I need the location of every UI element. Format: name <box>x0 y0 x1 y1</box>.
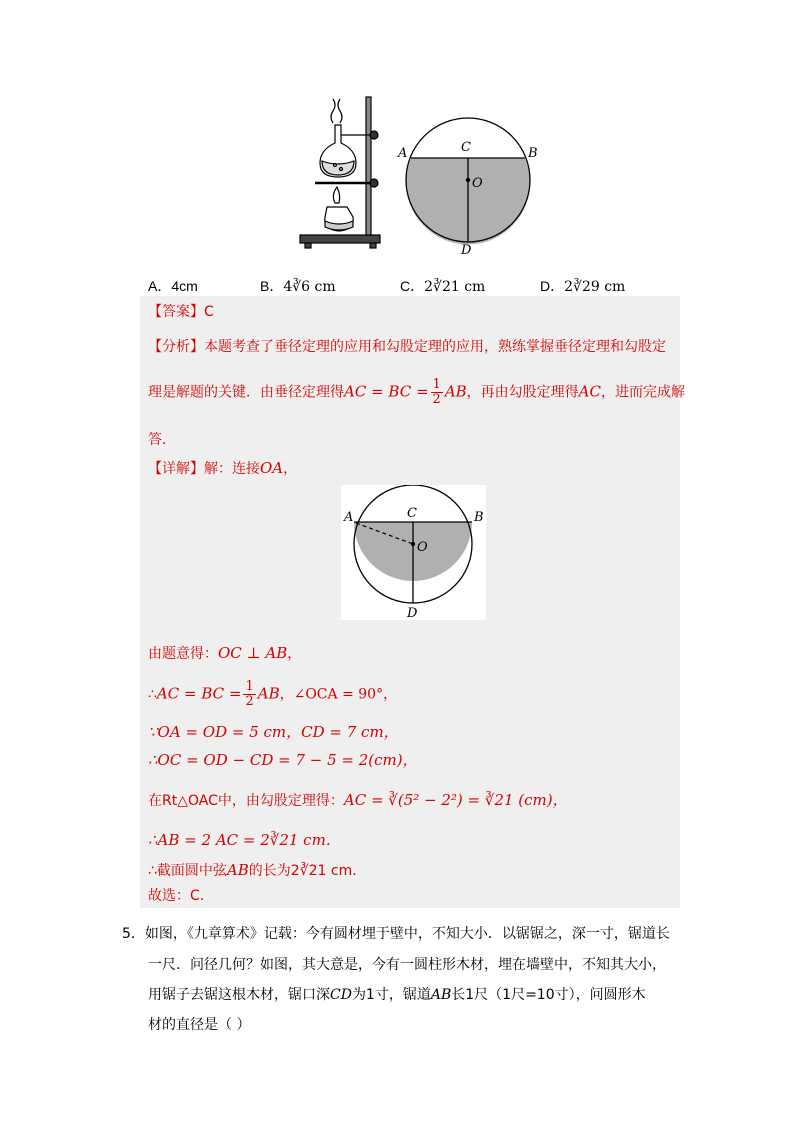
label-d: D <box>407 606 418 620</box>
analysis-line-1: 【分析】本题考查了垂径定理的应用和勾股定理的应用，熟练掌握垂径定理和勾股定 <box>148 339 666 355</box>
fraction-half <box>243 680 255 709</box>
analysis-line-3: 答． <box>148 432 176 448</box>
step-math: AC = ∛(5² − 2²) = ∛21 (cm)， <box>343 791 568 809</box>
analysis-text: ，进而完成解 <box>600 384 685 401</box>
fraction-numerator: 1 <box>432 377 441 392</box>
step-math: OC ⊥ AB <box>218 644 288 662</box>
analysis-line-2 <box>148 378 685 407</box>
fraction-numerator: 1 <box>245 679 254 694</box>
analysis-ab: AB <box>444 382 467 401</box>
detail-step-3 <box>148 722 399 743</box>
q5-text: 长1尺（1尺=10寸），问圆形木 <box>451 987 646 1003</box>
label-o: O <box>472 176 483 191</box>
q5-cd: CD <box>330 987 352 1003</box>
step-end: ， <box>287 646 302 662</box>
analysis-math: AC = BC = <box>344 382 429 401</box>
detail-suffix: ， <box>283 461 298 477</box>
option-d[interactable] <box>540 276 625 296</box>
detail-step-5 <box>148 790 568 811</box>
question5-line-4: 材的直径是（ ） <box>148 1017 251 1033</box>
label-o: O <box>417 540 428 555</box>
step-text: 在Rt△OAC中，由勾股定理得： <box>148 793 344 809</box>
step-math: ∴OC = OD − CD = 7 − 5 = 2(cm)， <box>148 751 418 769</box>
analysis-ac: AC <box>578 382 601 401</box>
option-value: 2∛21 cm <box>424 279 486 295</box>
question5-line-1: 5．如图，《九章算术》记载：今有圆材埋于壁中，不知大小．以锯锯之，深一寸，锯道长 <box>122 926 670 942</box>
step-text: ∴截面圆中弦 <box>148 863 227 879</box>
fraction-denominator: 2 <box>432 392 441 407</box>
step-text: 由题意得： <box>148 646 218 662</box>
option-a[interactable] <box>148 276 198 296</box>
label-d: D <box>461 243 472 255</box>
fraction-denominator: 2 <box>245 694 254 709</box>
answer-line: 【答案】C <box>148 304 214 320</box>
top-figure <box>295 95 540 255</box>
q5-text: 为1寸，锯道 <box>351 987 431 1003</box>
middle-figure <box>341 485 486 620</box>
detail-step-7 <box>148 860 366 881</box>
step-ab: AB <box>257 684 280 703</box>
option-letter: B． <box>260 278 284 294</box>
detail-prefix: 【详解】解：连接 <box>148 461 260 477</box>
fraction-half <box>431 378 443 407</box>
option-b[interactable] <box>260 276 336 296</box>
detail-step-6 <box>148 830 341 851</box>
detail-oa: OA <box>260 459 284 477</box>
lab-apparatus-illustration <box>300 97 380 248</box>
q5-text: 用锯子去锯这根木材，锯口深 <box>148 987 330 1003</box>
detail-step-4 <box>148 750 418 771</box>
label-c: C <box>461 140 471 155</box>
option-letter: C． <box>400 278 425 294</box>
option-value: 2∛29 cm <box>564 279 626 295</box>
circle-diagram <box>397 118 538 255</box>
option-letter: A． <box>148 278 172 294</box>
option-letter: D． <box>540 278 565 294</box>
step-ab: AB <box>226 861 249 879</box>
step-math: ∴AB = 2 AC = 2∛21 cm． <box>148 831 341 849</box>
detail-step-8: 故选：C． <box>148 888 214 904</box>
step-math: ∵OA = OD = 5 cm，CD = 7 cm， <box>148 723 399 741</box>
label-b: B <box>528 146 538 161</box>
option-c[interactable] <box>400 276 485 296</box>
question5-line-3 <box>148 985 646 1005</box>
label-a: A <box>398 146 408 161</box>
option-value: 4cm <box>171 278 198 294</box>
label-a: A <box>344 510 354 525</box>
q5-ab: AB <box>430 987 452 1003</box>
step-rest: 的长为2∛21 cm． <box>248 863 367 879</box>
option-value: 4∛6 cm <box>283 279 336 295</box>
step-rest: ，∠OCA = 90°， <box>279 686 398 703</box>
detail-step-2 <box>148 680 397 709</box>
analysis-text: ，再由勾股定理得 <box>466 384 579 401</box>
therefore-symbol: ∴ <box>148 686 157 703</box>
analysis-text: 理是解题的关键．由垂径定理得 <box>148 384 344 401</box>
label-b: B <box>474 510 484 525</box>
detail-step-1 <box>148 643 301 664</box>
label-c: C <box>407 506 417 521</box>
question5-line-2: 一尺．问径几何？如图，其大意是，今有一圆柱形木材，埋在墙壁中，不知其大小， <box>148 957 666 973</box>
detail-line <box>148 458 297 479</box>
step-math: AC = BC = <box>156 684 242 703</box>
